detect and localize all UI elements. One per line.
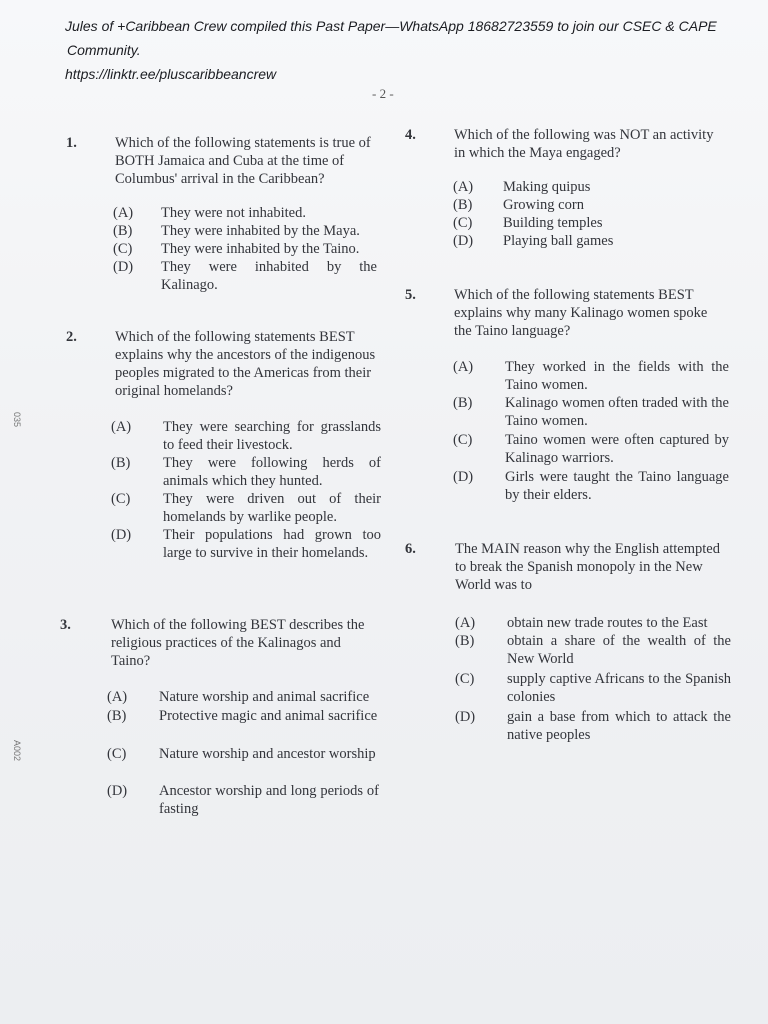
option-text: Taino women were often captured by Kalinago warriors.	[505, 432, 729, 466]
question-number: 2.	[66, 329, 77, 345]
option-text: Nature worship and animal sacrifice	[159, 689, 370, 705]
question-stem: Which of the following BEST describes the religious practices of the Kalinagos and Taino?	[111, 617, 365, 669]
option-letter: (B)	[107, 708, 127, 724]
question-number: 3.	[60, 617, 71, 633]
option-letter: (D)	[453, 469, 474, 485]
question-stem: Which of the following was NOT an activity in which the Maya engaged?	[454, 127, 714, 161]
option-text: They worked in the fields with the Taino women.	[505, 359, 729, 393]
banner-line-2: Community.	[67, 42, 141, 58]
option-letter: (B)	[111, 455, 131, 471]
option-letter: (D)	[453, 233, 474, 249]
option-text: Playing ball games	[503, 233, 614, 249]
option-text: Ancestor worship and long periods of fasting	[159, 783, 379, 817]
option-letter: (C)	[453, 432, 473, 448]
option-letter: (C)	[113, 241, 133, 257]
option-text: Growing corn	[503, 197, 584, 213]
option-text: Protective magic and animal sacrifice	[159, 708, 378, 724]
option-text: supply captive Africans to the Spanish colonies	[507, 671, 731, 705]
page-number: - 2 -	[372, 86, 394, 101]
option-letter: (C)	[455, 671, 475, 687]
side-mark-top: 035	[12, 412, 22, 428]
question-number: 1.	[66, 135, 77, 151]
question-stem: Which of the following statements is true of BOTH Jamaica and Cuba at the time of Columbus' arrival in the Caribbean?	[115, 135, 371, 187]
option-text: They were searching for grasslands to feed their livestock.	[163, 419, 381, 453]
option-letter: (B)	[455, 633, 475, 649]
option-text: Making quipus	[503, 179, 591, 195]
option-letter: (B)	[113, 223, 133, 239]
question-number: 5.	[405, 287, 416, 303]
option-text: They were inhabited by the Taino.	[161, 241, 360, 257]
option-letter: (C)	[107, 746, 127, 762]
question-stem: The MAIN reason why the English attempted to break the Spanish monopoly in the New World was to	[455, 541, 720, 593]
question-3	[60, 616, 386, 826]
option-text: They were inhabited by the Maya.	[161, 223, 360, 239]
banner-line-1: Jules of +Caribbean Crew compiled this Past Paper—WhatsApp 18682723559 to join our CSEC & CAPE	[65, 18, 717, 34]
option-letter: (B)	[453, 197, 473, 213]
option-letter: (D)	[113, 259, 134, 275]
question-6	[405, 540, 735, 750]
side-mark-bottom: A002	[12, 740, 22, 762]
question-4	[405, 126, 735, 256]
option-text: obtain new trade routes to the East	[507, 615, 708, 631]
option-letter: (A)	[453, 179, 474, 195]
option-text: Their populations had grown too large to survive in their homelands.	[163, 527, 381, 561]
option-letter: (A)	[107, 689, 128, 705]
watermark-banner	[65, 14, 745, 86]
banner-link[interactable]: https://linktr.ee/pluscaribbeancrew	[65, 66, 277, 82]
option-letter: (C)	[453, 215, 473, 231]
question-2	[66, 328, 386, 578]
option-letter: (D)	[107, 783, 128, 799]
option-letter: (A)	[111, 419, 132, 435]
question-number: 6.	[405, 541, 416, 557]
option-text: Girls were taught the Taino language by their elders.	[505, 469, 729, 503]
question-1	[66, 134, 386, 294]
option-text: gain a base from which to attack the native peoples	[507, 709, 731, 743]
option-text: obtain a share of the wealth of the New World	[507, 633, 731, 667]
option-text: They were not inhabited.	[161, 205, 306, 221]
option-text: They were following herds of animals which they hunted.	[163, 455, 381, 489]
option-letter: (D)	[111, 527, 132, 543]
option-letter: (A)	[113, 205, 134, 221]
option-letter: (A)	[455, 615, 476, 631]
option-letter: (D)	[455, 709, 476, 725]
question-5	[405, 286, 735, 506]
option-letter: (C)	[111, 491, 131, 507]
question-number: 4.	[405, 127, 416, 143]
question-stem: Which of the following statements BEST explains why many Kalinago women spoke the Taino language?	[454, 287, 708, 339]
option-letter: (A)	[453, 359, 474, 375]
option-text: They were inhabited by the Kalinago.	[161, 259, 377, 293]
option-letter: (B)	[453, 395, 473, 411]
option-text: Kalinago women often traded with the Taino women.	[505, 395, 729, 429]
option-text: Building temples	[503, 215, 603, 231]
option-text: They were driven out of their homelands by warlike people.	[163, 491, 381, 525]
question-stem: Which of the following statements BEST explains why the ancestors of the indigenous peoples migrated to the Americas from their original homelands?	[115, 329, 376, 399]
option-text: Nature worship and ancestor worship	[159, 746, 376, 762]
